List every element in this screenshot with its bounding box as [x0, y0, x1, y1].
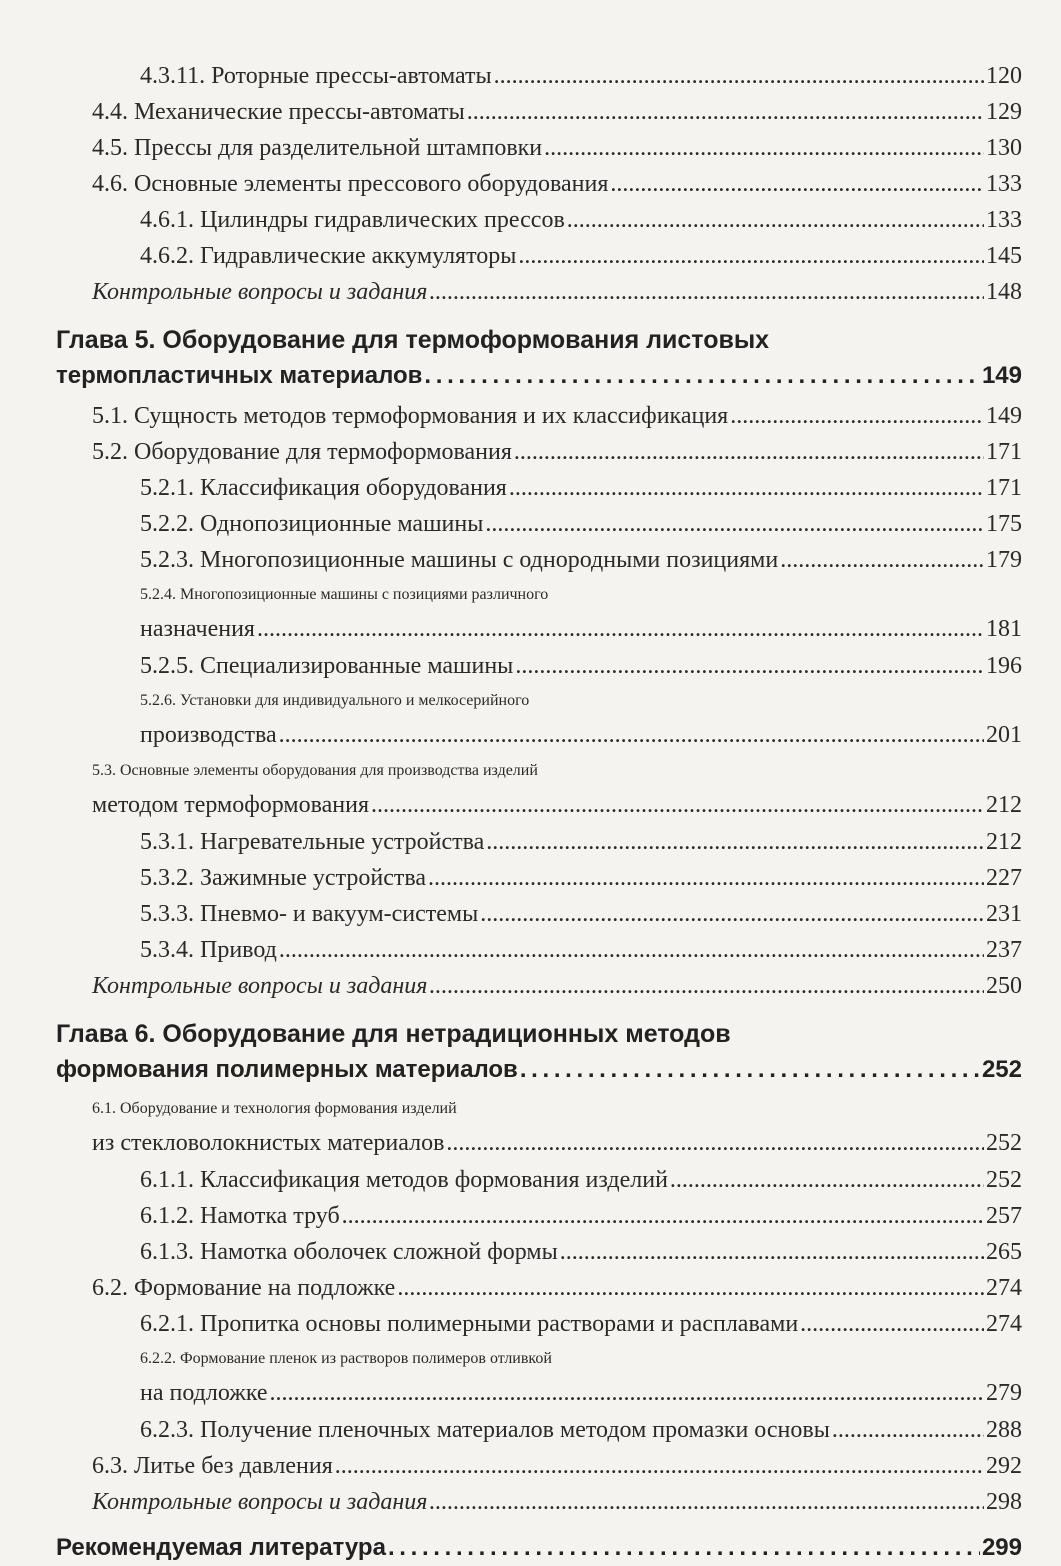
leader-dots: [514, 434, 984, 470]
toc-entry-line: [140, 718, 1022, 752]
page-number: 181: [986, 616, 1022, 642]
toc-item: [56, 824, 1022, 860]
entry-title-line1: 6.2.2. Формование пленок из растворов полимеров отливкой: [140, 1350, 552, 1367]
entry-title: 4.6.1. Цилиндры гидравлических прессов: [140, 207, 565, 233]
toc-entry-line: [92, 166, 1022, 202]
toc-item: [56, 58, 1022, 94]
leader-dots: [424, 358, 980, 394]
page-number: 237: [986, 937, 1022, 963]
toc-entry-line: [140, 612, 1022, 646]
entry-title-line1: 5.2.6. Установки для индивидуального и мелкосерийного: [140, 692, 530, 709]
leader-dots: [610, 166, 984, 202]
leader-dots: [670, 1162, 984, 1198]
page-number: 227: [986, 865, 1022, 891]
leader-dots: [257, 612, 984, 646]
toc-entry-line: [56, 1530, 1022, 1566]
page-number: 133: [986, 207, 1022, 233]
toc-entry-line: [140, 506, 1022, 542]
toc-entry-line: [140, 542, 1022, 578]
toc-item: [56, 578, 1022, 648]
leader-dots: [371, 788, 984, 822]
entry-title: 5.2.3. Многопозиционные машины с однородными позициями: [140, 547, 779, 573]
toc-entry-line: [92, 1126, 1022, 1160]
page-number: 129: [986, 99, 1022, 125]
toc-item: [56, 1162, 1022, 1198]
entry-title: производства: [140, 722, 277, 748]
page-number: 201: [986, 722, 1022, 748]
toc-entry-line: [140, 58, 1022, 94]
leader-dots: [730, 398, 984, 434]
entry-title-line1: 5.2.4. Многопозиционные машины с позициями различного: [140, 586, 549, 603]
entry-title: 6.1.2. Намотка труб: [140, 1203, 340, 1229]
toc-entry-line: [140, 860, 1022, 896]
toc-item: [56, 130, 1022, 166]
toc-entry-line: [140, 470, 1022, 506]
toc-entry-line: [140, 932, 1022, 968]
leader-dots: [270, 1376, 984, 1410]
toc-item: [56, 754, 1022, 824]
toc-entry-line: [140, 1234, 1022, 1270]
page-number: 231: [986, 901, 1022, 927]
page-number: 279: [986, 1380, 1022, 1406]
page-number: 149: [981, 362, 1022, 389]
toc-item: [56, 648, 1022, 684]
toc-item: [56, 1270, 1022, 1306]
page-number: 145: [986, 243, 1022, 269]
entry-title: 5.2. Оборудование для термоформования: [92, 439, 512, 465]
leader-dots: [429, 274, 984, 310]
entry-title: назначения: [140, 616, 255, 642]
entry-title: 5.3.1. Нагревательные устройства: [140, 829, 485, 855]
leader-dots: [335, 1448, 984, 1484]
leader-dots: [520, 1052, 980, 1088]
leader-dots: [446, 1126, 984, 1160]
leader-dots: [544, 130, 984, 166]
leader-dots: [518, 238, 984, 274]
toc-item: [56, 398, 1022, 434]
toc-item: [56, 1412, 1022, 1448]
toc-entry-line: [140, 896, 1022, 932]
leader-dots: [486, 824, 984, 860]
leader-dots: [342, 1198, 984, 1234]
toc-item: [56, 684, 1022, 754]
leader-dots: [429, 1484, 984, 1520]
entry-title: 6.1.1. Классификация методов формования изделий: [140, 1167, 668, 1193]
page-number: 298: [986, 1489, 1022, 1515]
questions-entry: [56, 968, 1022, 1004]
toc-entry-line: [92, 1484, 1022, 1520]
toc-item: [56, 166, 1022, 202]
toc-entry-line: [92, 788, 1022, 822]
toc-entry-line: [92, 398, 1022, 434]
page-number: 252: [986, 1167, 1022, 1193]
entry-title: 6.2.1. Пропитка основы полимерными растворами и расплавами: [140, 1311, 799, 1337]
page-number: 265: [986, 1239, 1022, 1265]
toc-item: [56, 202, 1022, 238]
page-number: 133: [986, 171, 1022, 197]
chapter-entry: [56, 322, 1022, 398]
toc-item: [56, 470, 1022, 506]
entry-title: 4.3.11. Роторные прессы-автоматы: [140, 63, 492, 89]
leader-dots: [279, 718, 984, 752]
toc-item: [56, 1234, 1022, 1270]
page-number: 212: [986, 792, 1022, 818]
page-number: 252: [986, 1130, 1022, 1156]
toc-entry-line: [140, 238, 1022, 274]
toc-entry-line: [92, 94, 1022, 130]
toc-entry-line: [140, 202, 1022, 238]
toc-item: [56, 434, 1022, 470]
entry-title: 4.6.2. Гидравлические аккумуляторы: [140, 243, 517, 269]
page-number: 292: [986, 1453, 1022, 1479]
toc-item: [56, 542, 1022, 578]
page-number: 196: [986, 653, 1022, 679]
table-of-contents: [56, 58, 1022, 1566]
entry-title: термопластичных материалов: [56, 362, 423, 389]
page-number: 274: [986, 1311, 1022, 1337]
page-number: 288: [986, 1417, 1022, 1443]
entry-title: 6.2. Формование на подложке: [92, 1275, 396, 1301]
leader-dots: [560, 1234, 984, 1270]
toc-entry-line: [140, 1162, 1022, 1198]
toc-item: [56, 1448, 1022, 1484]
entry-title: 5.1. Сущность методов термоформования и их классификация: [92, 403, 729, 429]
leader-dots: [567, 202, 984, 238]
entry-title: из стекловолокнистых материалов: [92, 1130, 445, 1156]
leader-dots: [388, 1530, 980, 1566]
leader-dots: [780, 542, 984, 578]
toc-entry-line: [92, 968, 1022, 1004]
toc-item: [56, 860, 1022, 896]
literature-entry: [56, 1530, 1022, 1566]
page-number: 212: [986, 829, 1022, 855]
entry-title: 6.2.3. Получение пленочных материалов методом промазки основы: [140, 1417, 830, 1443]
page-number: 299: [981, 1534, 1022, 1561]
leader-dots: [832, 1412, 984, 1448]
toc-item: [56, 1306, 1022, 1342]
leader-dots: [279, 932, 984, 968]
leader-dots: [429, 968, 984, 1004]
toc-item: [56, 932, 1022, 968]
entry-title: 6.3. Литье без давления: [92, 1453, 333, 1479]
toc-entry-line: [56, 358, 1022, 394]
leader-dots: [480, 896, 984, 932]
leader-dots: [800, 1306, 984, 1342]
toc-entry-line: [92, 274, 1022, 310]
page-number: 175: [986, 511, 1022, 537]
questions-entry: [56, 274, 1022, 310]
toc-entry-line: [92, 434, 1022, 470]
entry-title: методом термоформования: [92, 792, 369, 818]
entry-title: 6.1.3. Намотка оболочек сложной формы: [140, 1239, 558, 1265]
leader-dots: [397, 1270, 984, 1306]
entry-title: 4.5. Прессы для разделительной штамповки: [92, 135, 543, 161]
toc-item: [56, 1198, 1022, 1234]
page-number: 257: [986, 1203, 1022, 1229]
toc-entry-line: [140, 824, 1022, 860]
toc-item: [56, 506, 1022, 542]
entry-title: 5.2.5. Специализированные машины: [140, 653, 514, 679]
entry-title: 4.4. Механические прессы-автоматы: [92, 99, 465, 125]
toc-entry-line: [56, 1052, 1022, 1088]
page-number: 171: [986, 475, 1022, 501]
entry-title: 5.2.2. Однопозиционные машины: [140, 511, 484, 537]
entry-title-line1: 5.3. Основные элементы оборудования для производства изделий: [92, 762, 538, 779]
entry-title-line1: Глава 5. Оборудование для термоформования листовых: [56, 326, 770, 354]
entry-title-line1: Глава 6. Оборудование для нетрадиционных методов: [56, 1020, 731, 1048]
toc-item: [56, 896, 1022, 932]
toc-item: [56, 1092, 1022, 1162]
leader-dots: [467, 94, 984, 130]
toc-item: [56, 238, 1022, 274]
entry-title-line1: 6.1. Оборудование и технология формования изделий: [92, 1100, 457, 1117]
toc-entry-line: [92, 130, 1022, 166]
toc-entry-line: [140, 1306, 1022, 1342]
entry-title: 5.3.2. Зажимные устройства: [140, 865, 426, 891]
entry-title: Контрольные вопросы и задания: [92, 279, 428, 305]
entry-title: 5.3.3. Пневмо- и вакуум-системы: [140, 901, 479, 927]
leader-dots: [485, 506, 984, 542]
page-number: 274: [986, 1275, 1022, 1301]
page-number: 250: [986, 973, 1022, 999]
leader-dots: [515, 648, 984, 684]
leader-dots: [494, 58, 984, 94]
toc-entry-line: [92, 1270, 1022, 1306]
entry-title: Рекомендуемая литература: [56, 1534, 386, 1561]
entry-title: Контрольные вопросы и задания: [92, 1489, 428, 1515]
toc-item: [56, 1342, 1022, 1412]
questions-entry: [56, 1484, 1022, 1520]
page-number: 130: [986, 135, 1022, 161]
page-number: 120: [986, 63, 1022, 89]
entry-title: 4.6. Основные элементы прессового оборудования: [92, 171, 609, 197]
page-number: 171: [986, 439, 1022, 465]
entry-title: Контрольные вопросы и задания: [92, 973, 428, 999]
entry-title: формования полимерных материалов: [56, 1056, 518, 1083]
entry-title: 5.2.1. Классификация оборудования: [140, 475, 507, 501]
chapter-entry: [56, 1016, 1022, 1092]
page-number: 252: [981, 1056, 1022, 1083]
toc-entry-line: [140, 1412, 1022, 1448]
toc-entry-line: [140, 1198, 1022, 1234]
entry-title: 5.3.4. Привод: [140, 937, 277, 963]
toc-entry-line: [140, 1376, 1022, 1410]
page-number: 149: [986, 403, 1022, 429]
toc-item: [56, 94, 1022, 130]
entry-title: на подложке: [140, 1380, 268, 1406]
page-number: 148: [986, 279, 1022, 305]
page-number: 179: [986, 547, 1022, 573]
leader-dots: [509, 470, 984, 506]
leader-dots: [428, 860, 984, 896]
toc-entry-line: [140, 648, 1022, 684]
toc-entry-line: [92, 1448, 1022, 1484]
